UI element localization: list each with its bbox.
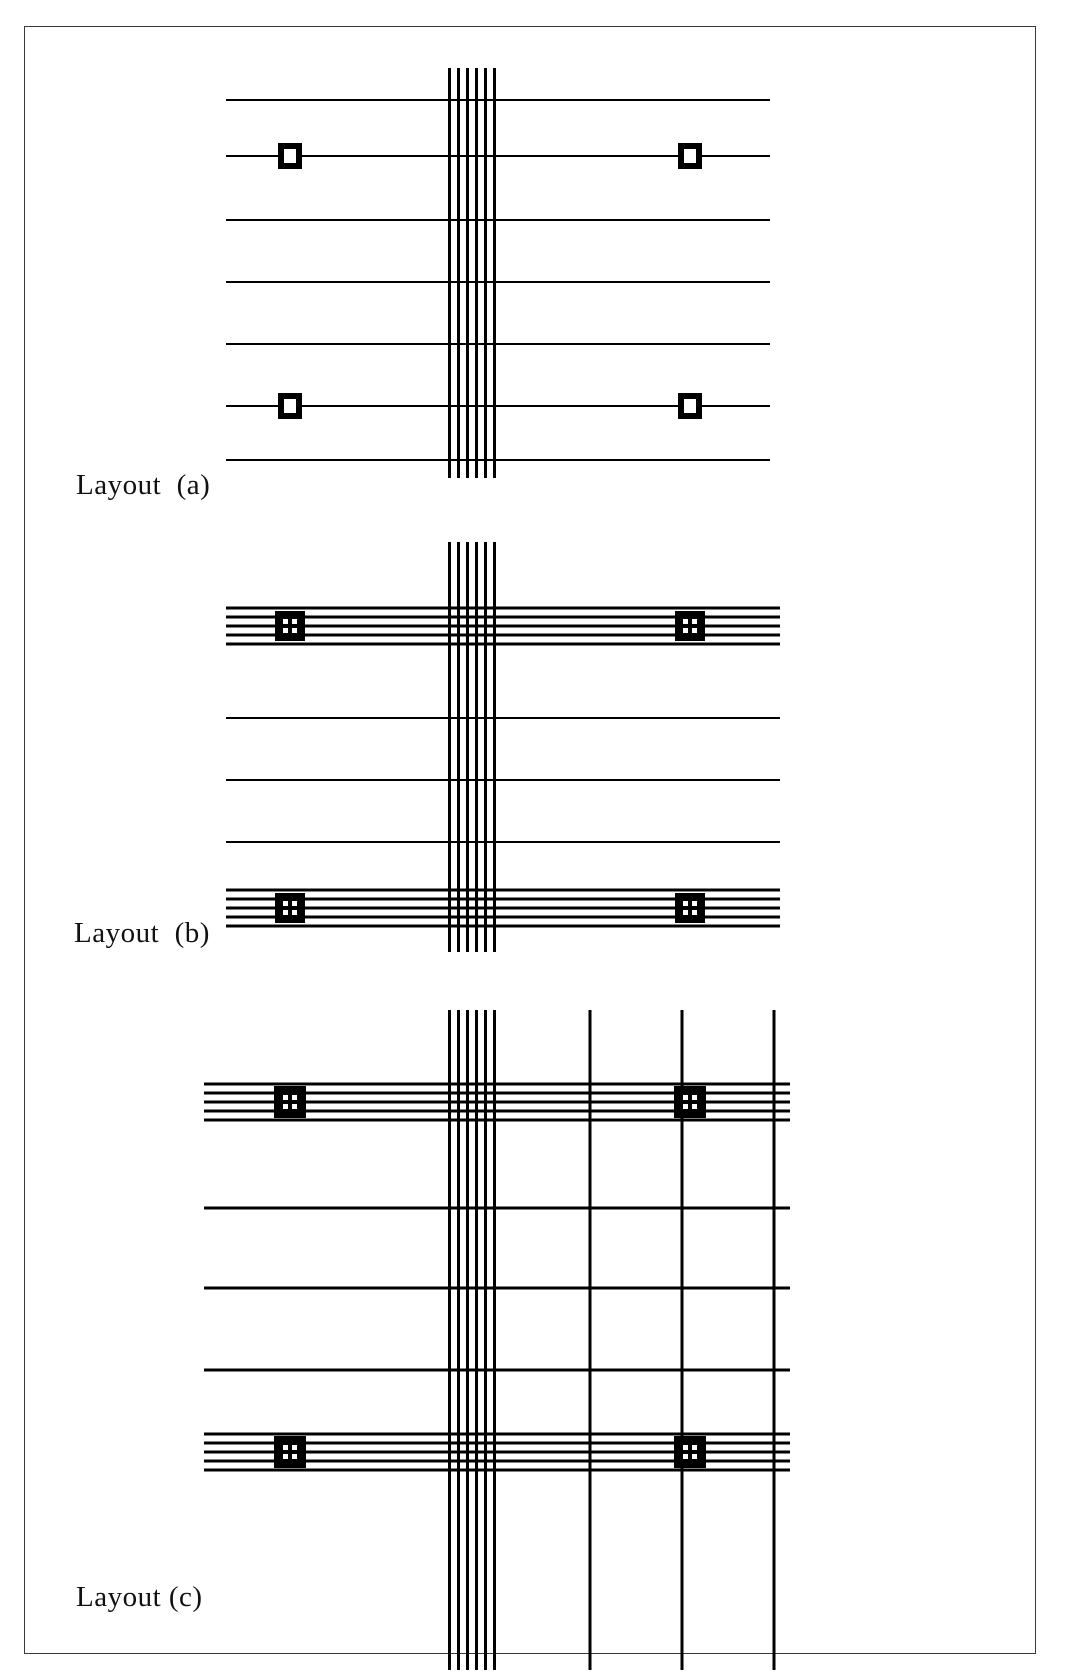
layout-c-figure xyxy=(190,1010,790,1670)
contact-window xyxy=(284,399,296,413)
layout-c-caption: Layout (c) xyxy=(76,1581,203,1613)
via-cut xyxy=(692,619,697,624)
via-cut xyxy=(292,1454,297,1459)
via-cut xyxy=(692,1095,697,1100)
via-array-top-right-icon xyxy=(675,611,705,641)
contact-window xyxy=(284,149,296,163)
via-cut xyxy=(283,910,288,915)
via-cut xyxy=(283,1454,288,1459)
contact-top-right-icon xyxy=(678,143,702,169)
via-pad xyxy=(674,1436,706,1468)
via-cut xyxy=(283,619,288,624)
via-array-bottom-left-icon xyxy=(275,893,305,923)
via-array-bottom-left-icon xyxy=(274,1436,306,1468)
via-array-top-left-icon xyxy=(275,611,305,641)
contact-window xyxy=(684,149,696,163)
via-array-top-left-icon xyxy=(274,1086,306,1118)
contact-bottom-left-icon xyxy=(278,393,302,419)
via-cut xyxy=(692,628,697,633)
via-pad xyxy=(675,893,705,923)
via-pad xyxy=(275,611,305,641)
via-cut xyxy=(683,1104,688,1109)
via-cut xyxy=(683,1095,688,1100)
via-cut xyxy=(283,1095,288,1100)
via-pad xyxy=(274,1436,306,1468)
via-cut xyxy=(292,910,297,915)
via-cut xyxy=(683,1445,688,1450)
via-cut xyxy=(292,619,297,624)
via-cut xyxy=(283,1445,288,1450)
via-cut xyxy=(283,901,288,906)
vertical-left-bundle xyxy=(450,68,495,478)
via-cut xyxy=(683,619,688,624)
via-cut xyxy=(692,1104,697,1109)
contact-window xyxy=(684,399,696,413)
layout-a-figure xyxy=(190,68,790,478)
via-pad xyxy=(275,893,305,923)
via-cut xyxy=(292,1104,297,1109)
via-cut xyxy=(692,901,697,906)
via-cut xyxy=(683,901,688,906)
via-array-top-right-icon xyxy=(674,1086,706,1118)
layout-a-caption: Layout (a) xyxy=(76,469,211,501)
via-cut xyxy=(683,1454,688,1459)
via-cut xyxy=(292,1445,297,1450)
layout-b-figure xyxy=(190,542,790,952)
via-pad xyxy=(675,611,705,641)
via-cut xyxy=(683,910,688,915)
via-pad xyxy=(674,1086,706,1118)
layout-a-drawing xyxy=(190,68,790,478)
via-cut xyxy=(292,628,297,633)
via-pad xyxy=(274,1086,306,1118)
via-cut xyxy=(292,1095,297,1100)
via-cut xyxy=(283,628,288,633)
via-array-bottom-right-icon xyxy=(675,893,705,923)
via-cut xyxy=(683,628,688,633)
via-cut xyxy=(692,910,697,915)
via-cut xyxy=(292,901,297,906)
layout-b-drawing xyxy=(190,542,790,952)
via-cut xyxy=(692,1445,697,1450)
layout-b-caption: Layout (b) xyxy=(74,917,210,949)
layout-c-drawing xyxy=(190,1010,790,1670)
via-cut xyxy=(283,1104,288,1109)
contact-bottom-right-icon xyxy=(678,393,702,419)
contact-top-left-icon xyxy=(278,143,302,169)
via-cut xyxy=(692,1454,697,1459)
vertical-left-bundle xyxy=(450,1010,495,1670)
via-array-bottom-right-icon xyxy=(674,1436,706,1468)
